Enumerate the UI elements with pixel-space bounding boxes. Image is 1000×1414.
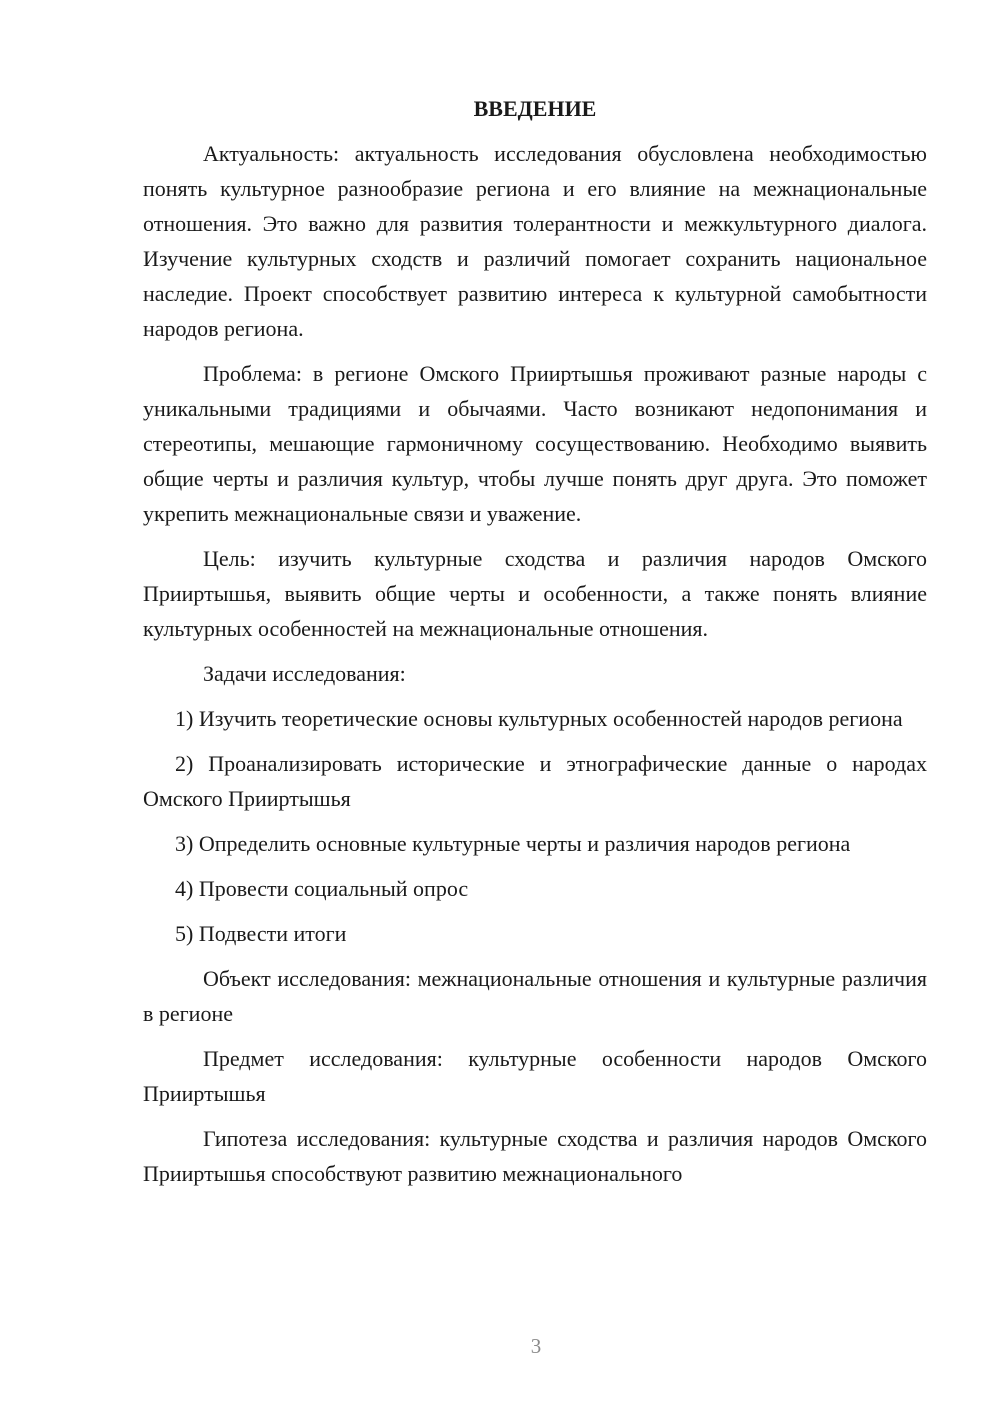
- section-title: ВВЕДЕНИЕ: [473, 96, 597, 121]
- page-content: [143, 94, 927, 1201]
- paragraph-hypothesis: Гипотеза исследования: культурные сходства и различия народов Омского Прииртышья способствуют развитию межнационального: [143, 1126, 927, 1186]
- paragraph-object: Объект исследования: межнациональные отношения и культурные различия в регионе: [143, 966, 927, 1026]
- task-item-1: 1) Изучить теоретические основы культурных особенностей народов региона: [175, 706, 903, 731]
- task-item-5: 5) Подвести итоги: [175, 921, 347, 946]
- paragraph-goal: Цель: изучить культурные сходства и различия народов Омского Прииртышья, выявить общие черты и особенности, а также понять влияние культурных особенностей на межнациональные отношения.: [143, 546, 927, 641]
- paragraph-subject: Предмет исследования: культурные особенности народов Омского Прииртышья: [143, 1046, 927, 1106]
- task-item-2: 2) Проанализировать исторические и этнографические данные о народах Омского Прииртышья: [143, 751, 927, 811]
- paragraph-problem: Проблема: в регионе Омского Прииртышья проживают разные народы с уникальными традициями и обычаями. Часто возникают недопонимания и стереотипы, мешающие гармоничному сосуществованию. Необходимо выявить общие черты и различия культур, чтобы лучше понять друг друга. Это поможет укрепить межнациональные связи и уважение.: [143, 361, 927, 526]
- task-item-4: 4) Провести социальный опрос: [175, 876, 469, 901]
- page-number: 3: [530, 1334, 542, 1358]
- paragraph-relevance: Актуальность: актуальность исследования обусловлена необходимостью понять культурное разнообразие региона и его влияние на межнациональные отношения. Это важно для развития толерантности и межкультурного диалога. Изучение культурных сходств и различий помогает сохранить национальное наследие. Проект способствует развитию интереса к культурной самобытности народов региона.: [143, 141, 927, 341]
- task-item-3: 3) Определить основные культурные черты и различия народов региона: [175, 831, 851, 856]
- tasks-heading: Задачи исследования:: [203, 661, 406, 686]
